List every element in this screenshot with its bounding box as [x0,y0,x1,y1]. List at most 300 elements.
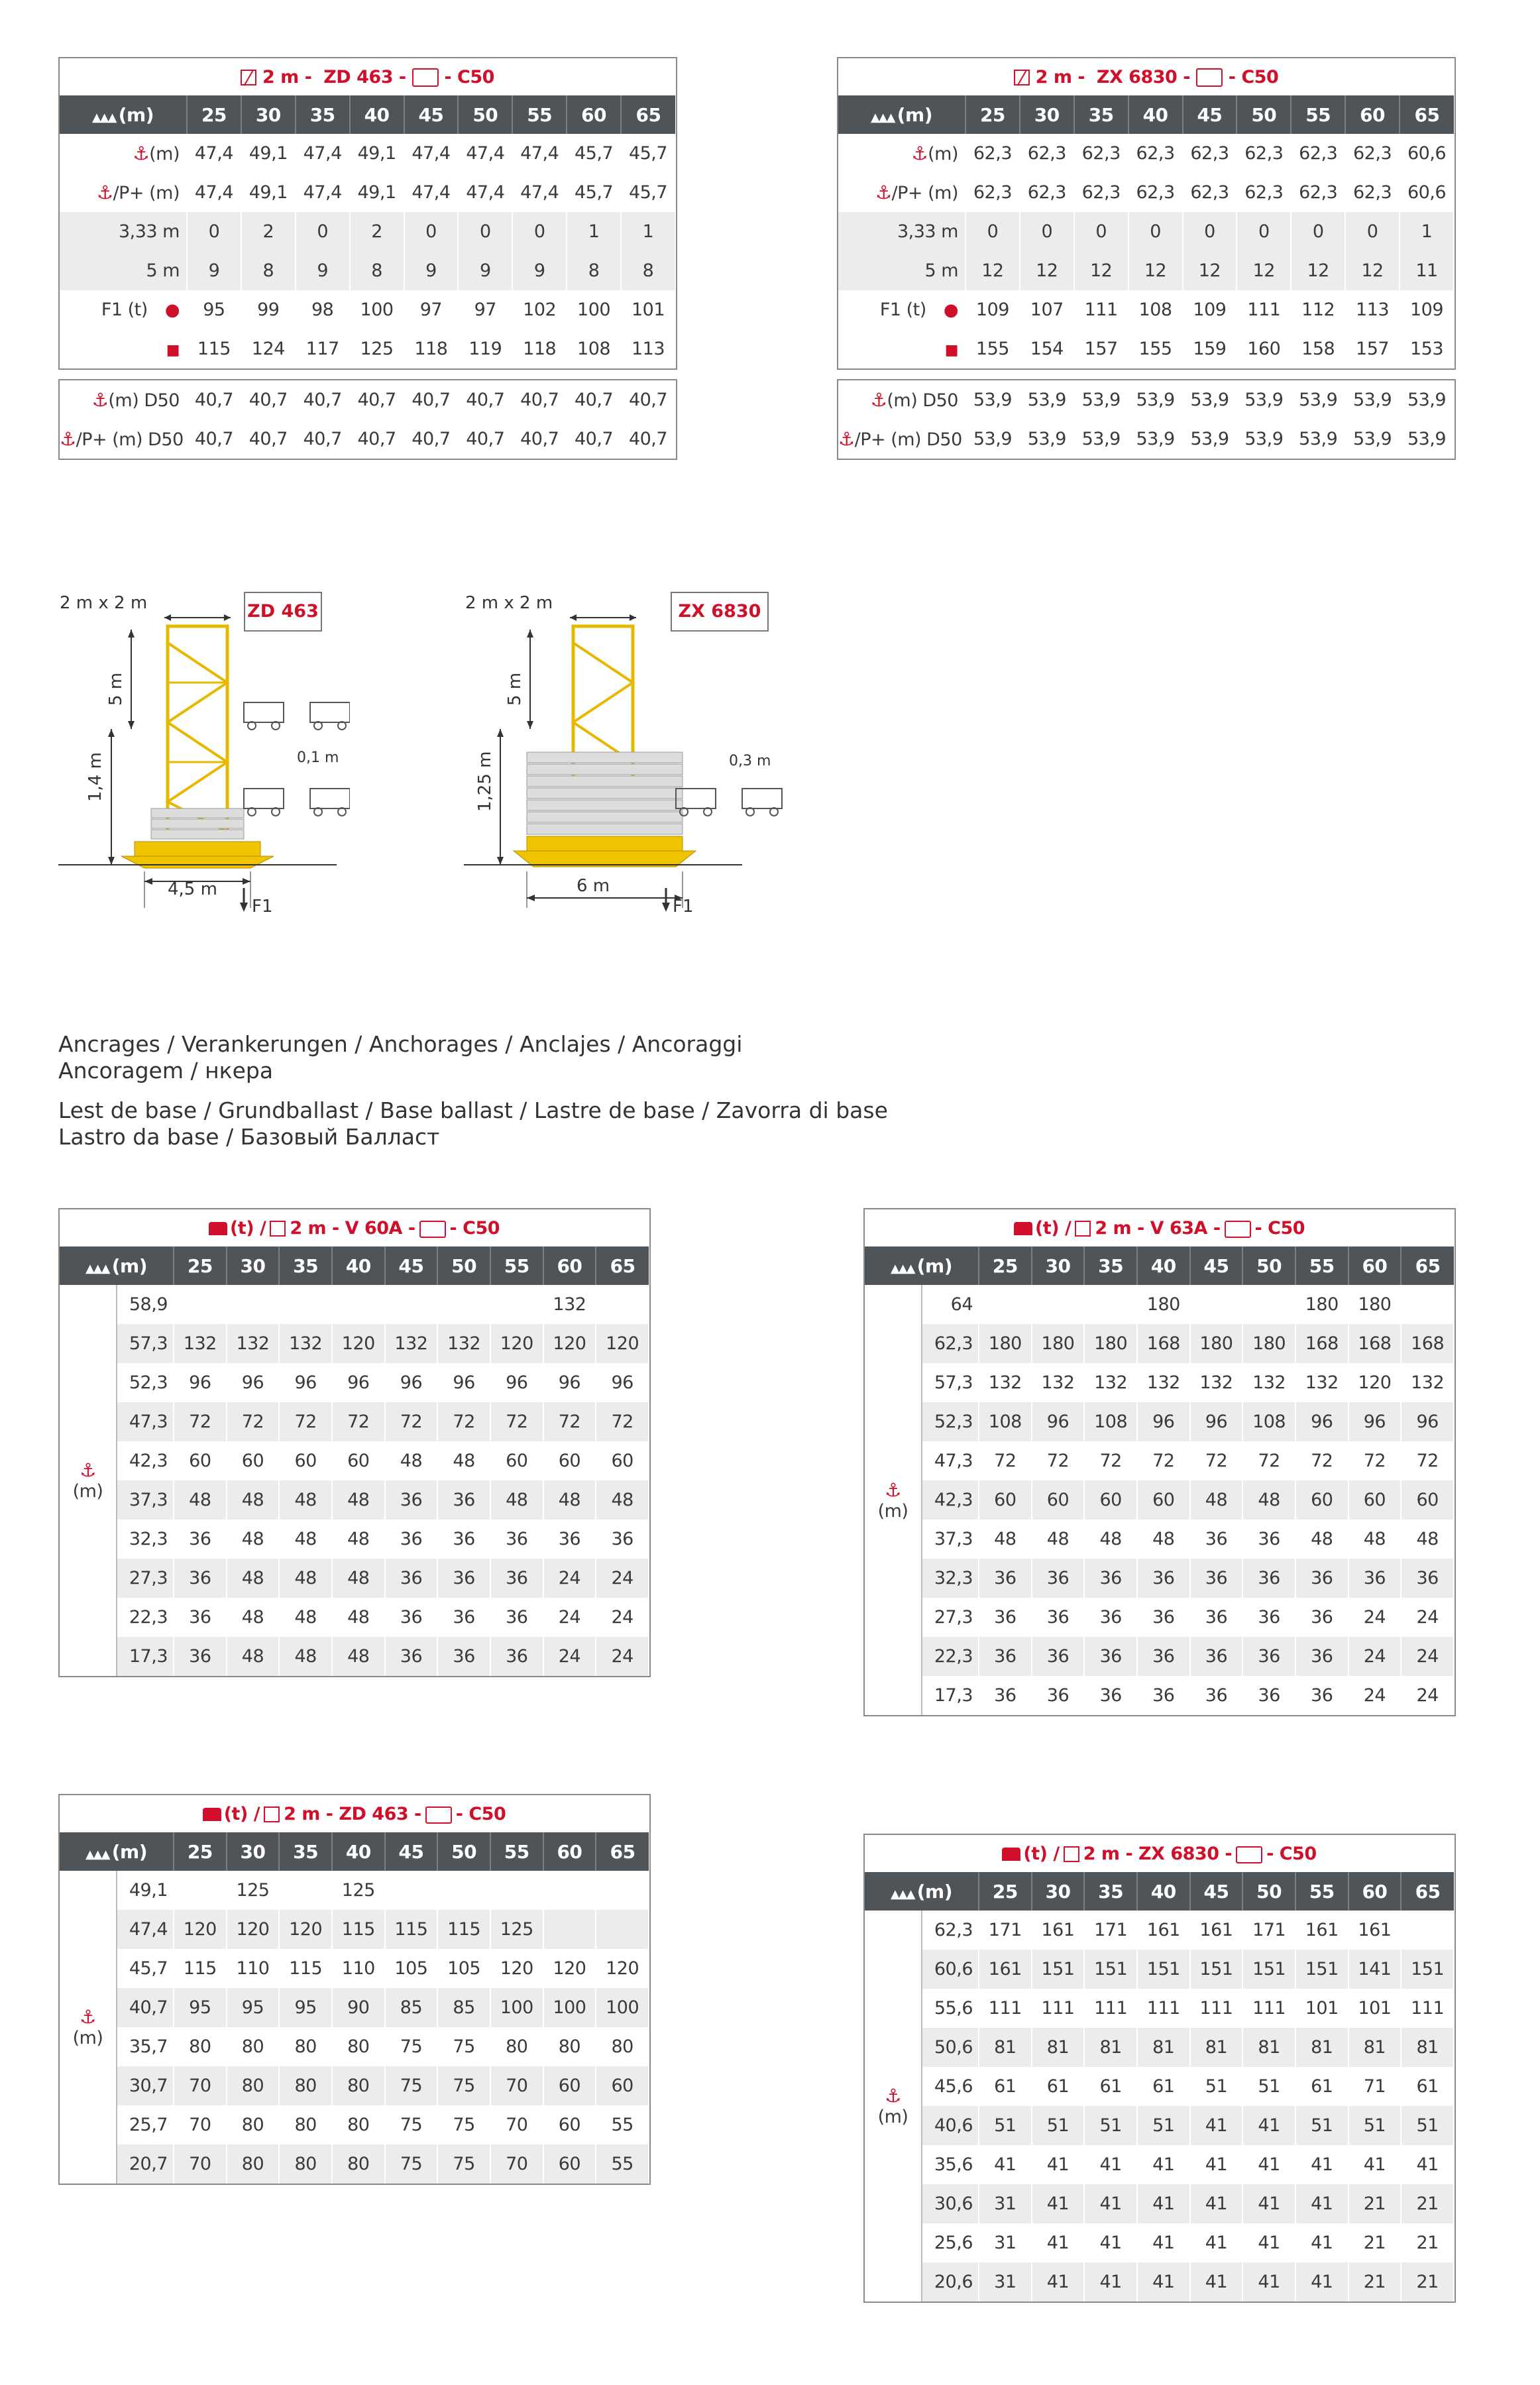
table-cell: 40,7 [512,380,567,419]
table-row [60,290,675,329]
table-row [60,1480,649,1520]
table-cell: 36 [437,1480,490,1520]
table-cell: 96 [385,1363,438,1402]
table-cell: 41 [1084,2145,1137,2184]
table-cell: 159 [1183,329,1237,368]
jib-icon: ▲▲▲ [890,1261,917,1276]
dim-base: 4,5 m [168,879,217,899]
jib-length-header [60,1247,174,1285]
table-cell: 109 [1183,290,1237,329]
table-cell: 53,9 [1400,419,1454,459]
table-cell: 157 [1074,329,1128,368]
table-cell: 55 [596,2105,649,2144]
col-header: 40 [332,1247,385,1285]
table-cell: 40,7 [512,419,567,459]
row-label: 22,3 [117,1598,174,1637]
table-cell: 180 [1242,1324,1295,1363]
table-cell: 0 [458,212,512,251]
jib-icon: ▲▲▲ [890,1887,917,1901]
table-cell: 99 [241,290,296,329]
table-cell: 48 [332,1480,385,1520]
row-label: 17,3 [117,1637,174,1676]
table-title: 2 m - ZX 6830 - - C50 [838,58,1454,95]
table-cell: 96 [174,1363,227,1402]
table-cell: 96 [1137,1402,1190,1441]
table-cell: 41 [1242,2184,1295,2223]
table-cell: 80 [332,2144,385,2184]
table-cell: 72 [490,1402,543,1441]
table-row [865,1285,1454,1324]
mast-section-icon [270,1221,286,1237]
square-marker-icon: ■ [944,342,958,359]
table-cell: 161 [1348,1911,1402,1950]
table-cell: 60 [543,2066,596,2105]
table-cell: 132 [1295,1363,1348,1402]
table-cell: 48 [1032,1520,1085,1559]
table-cell: 109 [1400,290,1454,329]
row-label: 52,3 [117,1363,174,1402]
table-cell [979,1285,1032,1324]
table-row [60,1598,649,1637]
table-cell: 72 [279,1402,332,1441]
table-cell: 51 [1084,2106,1137,2145]
table-cell: 132 [1242,1363,1295,1402]
table-cell: 96 [1348,1402,1402,1441]
table-cell: 24 [1348,1598,1402,1637]
table-cell: 60 [543,1441,596,1480]
table-cell: 111 [1242,1989,1295,2028]
crane-base-icon [1196,68,1223,87]
table-cell [596,1910,649,1949]
header-label: (m) [111,1840,148,1863]
table-cell: 100 [543,1988,596,2027]
table-cell: 111 [1084,1989,1137,2028]
table-cell: 72 [979,1441,1032,1480]
table-cell: 125 [490,1910,543,1949]
table-cell: 61 [1032,2067,1085,2106]
table-cell: 40,7 [567,419,621,459]
table-zx6830-anchorage [837,57,1456,370]
table-cell: 9 [458,251,512,290]
table-row [60,1441,649,1480]
table-cell: 75 [437,2144,490,2184]
table-cell: 111 [1074,290,1128,329]
table-row [60,1402,649,1441]
table-cell: 36 [1242,1637,1295,1676]
row-label: 47,3 [117,1402,174,1441]
crane-base-icon [1225,1221,1251,1238]
table-cell: 171 [1242,1911,1295,1950]
row-label-text: /P+ (m) [113,183,180,203]
table-row [60,2144,649,2184]
col-header: 50 [437,1247,490,1285]
table-cell: 49,1 [350,134,404,173]
table-title [60,1795,649,1832]
dim-5m: 5 m [505,672,525,706]
table-cell [543,1871,596,1910]
table-cell: 118 [404,329,459,368]
table-cell: 153 [1400,329,1454,368]
hook-icon: ⚓ [870,389,887,411]
table-cell: 8 [567,251,621,290]
table-cell: 36 [1190,1598,1243,1637]
table-row [838,329,1454,368]
table-cell: 113 [621,329,675,368]
table-cell: 0 [1345,212,1400,251]
hook-icon: ⚓ [885,1478,901,1501]
table-cell: 48 [543,1480,596,1520]
table-cell: 48 [1242,1480,1295,1520]
hook-icon: ⚓ [875,182,892,203]
table-cell: 96 [227,1363,280,1402]
row-label [60,251,187,290]
table-row [865,1911,1454,1950]
col-header: 55 [1291,95,1345,134]
table-cell: 36 [385,1637,438,1676]
jib-length-header [865,1872,979,1911]
col-header: 40 [1128,95,1183,134]
table-cell: 31 [979,2184,1032,2223]
diagram-zx6830 [464,590,808,915]
table-row [838,173,1454,212]
table-cell: 62,3 [1183,173,1237,212]
crane-base-icon [419,1221,446,1238]
table-cell: 161 [1137,1911,1190,1950]
table-cell: 41 [1084,2262,1137,2302]
table-cell: 41 [1032,2145,1085,2184]
table-cell: 115 [332,1910,385,1949]
table-row [60,1324,649,1363]
table-cell: 36 [1348,1559,1402,1598]
table-cell: 95 [174,1988,227,2027]
table-cell: 48 [279,1637,332,1676]
col-header: 25 [174,1247,227,1285]
table-cell: 51 [1348,2106,1402,2145]
col-header: 35 [1084,1247,1137,1285]
table-cell: 180 [1190,1324,1243,1363]
table-cell: 81 [1137,2028,1190,2067]
table-cell: 24 [543,1637,596,1676]
table-cell: 120 [332,1324,385,1363]
hook-icon: ⚓ [80,2006,96,2028]
table-cell [174,1871,227,1910]
table-cell: 1 [621,212,675,251]
table-cell: 48 [174,1480,227,1520]
table-cell: 60,6 [1400,173,1454,212]
table-cell: 96 [437,1363,490,1402]
table-cell: 62,3 [1020,173,1074,212]
table-cell: 41 [1242,2262,1295,2302]
table-cell: 36 [1032,1559,1085,1598]
col-header: 35 [296,95,350,134]
table-cell: 120 [174,1910,227,1949]
table-cell: 72 [437,1402,490,1441]
table-row [838,251,1454,290]
table-cell: 36 [1084,1559,1137,1598]
table-cell: 101 [1348,1989,1402,2028]
table-cell: 62,3 [1237,173,1291,212]
table-cell: 36 [1190,1520,1243,1559]
row-label: 17,3 [922,1676,979,1715]
row-label [838,329,965,368]
table-cell: 40,7 [458,380,512,419]
table-cell: 48 [1084,1520,1137,1559]
side-label-text: (m) [877,1500,908,1522]
col-header: 30 [1020,95,1074,134]
table-row [60,1871,649,1910]
table-cell: 41 [1295,2145,1348,2184]
table-row [865,1676,1454,1715]
table-cell: 115 [385,1910,438,1949]
table-cell: 41 [1190,2145,1243,2184]
row-label: 37,3 [117,1480,174,1520]
table-cell: 120 [596,1324,649,1363]
table-cell: 48 [279,1520,332,1559]
row-label: 64 [922,1285,979,1324]
table-cell: 180 [1348,1285,1402,1324]
table-cell: 80 [332,2027,385,2066]
table-cell: 36 [490,1598,543,1637]
table-cell: 72 [1295,1441,1348,1480]
table-cell: 0 [1020,212,1074,251]
table-cell: 41 [1295,2223,1348,2262]
table-cell: 155 [965,329,1020,368]
table-row [865,1402,1454,1441]
table-cell: 1 [1400,212,1454,251]
table-cell: 24 [596,1598,649,1637]
table-row [60,173,675,212]
table-cell: 24 [1348,1676,1402,1715]
row-label: 30,6 [922,2184,979,2223]
table-cell: 119 [458,329,512,368]
table-cell: 53,9 [965,419,1020,459]
table-cell: 48 [279,1559,332,1598]
table-cell: 41 [979,2145,1032,2184]
caption-ballast-1: Lest de base / Grundballast / Base ballast / Lastre de base / Zavorra di base [58,1097,888,1123]
table-cell: 125 [332,1871,385,1910]
table-cell: 80 [279,2027,332,2066]
table-cell: 36 [979,1598,1032,1637]
col-header: 65 [596,1832,649,1871]
table-cell: 36 [979,1559,1032,1598]
table-cell: 60 [490,1441,543,1480]
table-cell: 53,9 [1345,419,1400,459]
col-header: 50 [1242,1872,1295,1911]
height-side-label [865,1911,922,2302]
table-cell: 120 [490,1324,543,1363]
table-cell: 132 [979,1363,1032,1402]
table-cell: 61 [1295,2067,1348,2106]
table-cell: 62,3 [1128,134,1183,173]
table-cell: 111 [1237,290,1291,329]
table-cell: 70 [174,2105,227,2144]
table-row [865,1324,1454,1363]
col-header: 30 [1032,1247,1085,1285]
table-cell: 154 [1020,329,1074,368]
row-label-text: (m) D50 [108,390,180,411]
dim-base: 6 m [577,876,610,896]
row-label [838,380,965,419]
col-header: 50 [458,95,512,134]
table-cell: 81 [1032,2028,1085,2067]
table-cell: 9 [296,251,350,290]
table-cell: 47,4 [512,173,567,212]
header-label: (m) [916,1880,953,1903]
table-cell [1242,1285,1295,1324]
table-cell [1084,1285,1137,1324]
table-cell: 95 [187,290,241,329]
table-cell: 41 [1137,2145,1190,2184]
row-label [60,290,187,329]
row-label-text: /P+ (m) D50 [854,429,962,450]
col-header: 45 [1183,95,1237,134]
table-cell [1032,1285,1085,1324]
table-cell: 48 [437,1441,490,1480]
table-cell: 24 [1401,1676,1454,1715]
table-cell: 48 [332,1520,385,1559]
table-cell: 108 [979,1402,1032,1441]
col-header: 35 [1084,1872,1137,1911]
tag-zx6830: ZX 6830 [671,592,769,632]
table-cell: 96 [1032,1402,1085,1441]
table-cell: 80 [596,2027,649,2066]
table-cell: 48 [332,1559,385,1598]
col-header: 55 [512,95,567,134]
table-cell: 101 [1295,1989,1348,2028]
table-cell: 161 [1190,1911,1243,1950]
table-cell: 48 [332,1598,385,1637]
table-cell: 168 [1295,1324,1348,1363]
row-label: 58,9 [117,1285,174,1324]
col-header: 55 [1295,1872,1348,1911]
table-row [865,2223,1454,2262]
table-cell: 132 [1084,1363,1137,1402]
table-cell: 41 [1032,2262,1085,2302]
col-header: 50 [437,1832,490,1871]
table-cell: 90 [332,1988,385,2027]
row-label: 37,3 [922,1520,979,1559]
col-header: 55 [490,1832,543,1871]
row-label [60,329,187,368]
table-cell: 60 [596,2066,649,2105]
row-label-text: (m) D50 [887,390,958,411]
table-cell: 62,3 [965,134,1020,173]
table-cell: 36 [1242,1559,1295,1598]
col-header: 45 [404,95,459,134]
table-cell: 61 [979,2067,1032,2106]
table-cell: 117 [296,329,350,368]
table-cell: 61 [1401,2067,1454,2106]
row-label: 47,3 [922,1441,979,1480]
load-f1: F1 [673,897,694,915]
table-cell: 81 [1084,2028,1137,2067]
col-header: 60 [1345,95,1400,134]
table-cell: 12 [1183,251,1237,290]
table-cell: 53,9 [1345,380,1400,419]
table-cell: 60 [596,1441,649,1480]
table-cell: 41 [1190,2106,1243,2145]
table-cell: 36 [490,1520,543,1559]
table-cell: 36 [385,1520,438,1559]
col-header: 35 [279,1247,332,1285]
table-cell: 96 [490,1363,543,1402]
table-cell: 40,7 [458,419,512,459]
table-cell: 36 [1137,1676,1190,1715]
table-cell: 8 [241,251,296,290]
table-cell: 75 [385,2027,438,2066]
table-cell: 24 [596,1637,649,1676]
mast-section-icon [241,70,256,85]
title-text: (t) / [1023,1843,1060,1864]
table-cell: 51 [1190,2067,1243,2106]
table-cell: 47,4 [404,134,459,173]
table-cell: 36 [490,1637,543,1676]
table-cell: 48 [332,1637,385,1676]
table-cell [596,1285,649,1324]
table-cell: 2 [350,212,404,251]
table-zd463-anchorage [58,57,677,370]
caption-anchorages-2: Ancoragem / нкера [58,1058,274,1083]
row-label: 40,6 [922,2106,979,2145]
table-cell: 36 [1137,1598,1190,1637]
table-cell: 60 [1348,1480,1402,1520]
row-label-text: 3,33 m [118,221,180,242]
table-cell: 61 [1137,2067,1190,2106]
row-label: 20,7 [117,2144,174,2184]
diagram-zd463 [58,590,350,915]
table-cell: 0 [1291,212,1345,251]
load-f1: F1 [252,897,273,915]
dim-clear: 0,3 m [729,753,771,769]
table-cell: 132 [385,1324,438,1363]
square-marker-icon: ■ [166,342,180,359]
table-cell: 80 [174,2027,227,2066]
table-cell: 48 [227,1520,280,1559]
table-cell: 49,1 [241,134,296,173]
table-cell: 60 [1084,1480,1137,1520]
table-zd463-d50 [58,379,677,460]
table-cell: 12 [1291,251,1345,290]
table-cell [332,1285,385,1324]
table-row [60,1520,649,1559]
table-row [865,2028,1454,2067]
table-row [60,380,675,419]
dim-clear: 0,1 m [297,749,339,766]
table-row [60,1637,649,1676]
table-cell: 111 [1190,1989,1243,2028]
row-label [60,212,187,251]
table-cell: 62,3 [1183,134,1237,173]
table-cell: 24 [1401,1637,1454,1676]
row-label [60,134,187,173]
table-cell: 40,7 [241,419,296,459]
row-label-text: /P+ (m) [891,183,958,203]
table-row [865,1598,1454,1637]
jib-length-header [60,1832,174,1871]
table-cell: 75 [437,2027,490,2066]
circle-marker-icon: ● [943,300,958,320]
table-cell: 72 [1137,1441,1190,1480]
title-text: 2 m - ZD 463 - [284,1803,421,1824]
table-cell: 72 [543,1402,596,1441]
table-cell: 60 [1137,1480,1190,1520]
caption-ballast-2: Lastro da base / Базовый Балласт [58,1124,440,1150]
row-label: 45,7 [117,1949,174,1988]
table-cell: 36 [1401,1559,1454,1598]
row-label-text: 5 m [924,260,958,281]
table-cell: 0 [296,212,350,251]
table-cell: 36 [1242,1520,1295,1559]
